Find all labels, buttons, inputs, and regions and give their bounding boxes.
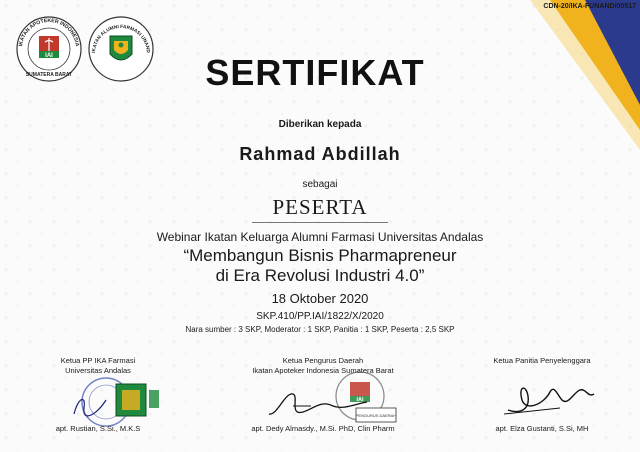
svg-text:IAI: IAI xyxy=(356,397,364,403)
committee-signature xyxy=(500,370,600,420)
signatory-role-line-1: Ketua Panitia Penyelenggara xyxy=(493,356,591,365)
event-theme-line-2: di Era Revolusi Industri 4.0” xyxy=(215,266,425,285)
skp-credits: Nara sumber : 3 SKP, Moderator : 1 SKP, Panitia : 1 SKP, Peserta : 2,5 SKP xyxy=(185,325,455,334)
svg-text:SUMATERA BARAT: SUMATERA BARAT xyxy=(25,72,73,78)
iai-logo xyxy=(14,14,84,84)
signatory-name: apt. Dedy Almasdy., M.Si. PhD, Clin Pharm xyxy=(251,424,395,433)
participant-role: PESERTA xyxy=(272,195,368,219)
event-name: Webinar Ikatan Keluarga Alumni Farmasi Universitas Andalas xyxy=(156,230,484,244)
signatory-role-line-1: Ketua PP IKA Farmasi xyxy=(60,356,136,365)
svg-text:IAI: IAI xyxy=(45,53,53,59)
document-number: CDN-20/IKA-FUNAND/00517 xyxy=(543,3,636,10)
signatory-ika xyxy=(8,356,188,436)
signatory-name: apt. Elza Gustanti, S.Si, MH xyxy=(495,424,589,433)
signatory-role-line-2: Ikatan Apoteker Indonesia Sumatera Barat xyxy=(252,366,394,375)
iai-signature xyxy=(263,386,373,422)
signatory-name: apt. Rustian, S.Si., M.K.S xyxy=(55,424,141,433)
svg-text:PENGURUS DAERAH: PENGURUS DAERAH xyxy=(355,413,397,418)
event-theme-line-1: “Membangun Bisnis Pharmapreneur xyxy=(183,246,457,265)
svg-text:IKATAN ALUMNI FARMASI UNAND: IKATAN ALUMNI FARMASI UNAND xyxy=(92,24,151,54)
event-date: 18 Oktober 2020 xyxy=(271,291,369,306)
recipient-name: Rahmad Abdillah xyxy=(239,144,401,164)
as-label: sebagai xyxy=(302,179,338,190)
signatory-role-line-1: Ketua Pengurus Daerah xyxy=(282,356,364,365)
event-theme xyxy=(0,246,640,286)
given-to-label: Diberikan kepada xyxy=(278,119,362,130)
signatory-committee xyxy=(452,356,632,436)
ika-farmasi-logo xyxy=(86,14,156,84)
signatory-iai xyxy=(233,356,413,436)
ika-signature xyxy=(70,390,110,420)
role-underline xyxy=(252,222,388,223)
signatory-role-line-2: Universitas Andalas xyxy=(65,366,131,375)
skp-number: SKP.410/PP.IAI/1822/X/2020 xyxy=(256,311,384,322)
certificate-title: SERTIFIKAT xyxy=(205,52,425,93)
svg-text:IKATAN APOTEKER INDONESIA: IKATAN APOTEKER INDONESIA xyxy=(18,17,80,47)
